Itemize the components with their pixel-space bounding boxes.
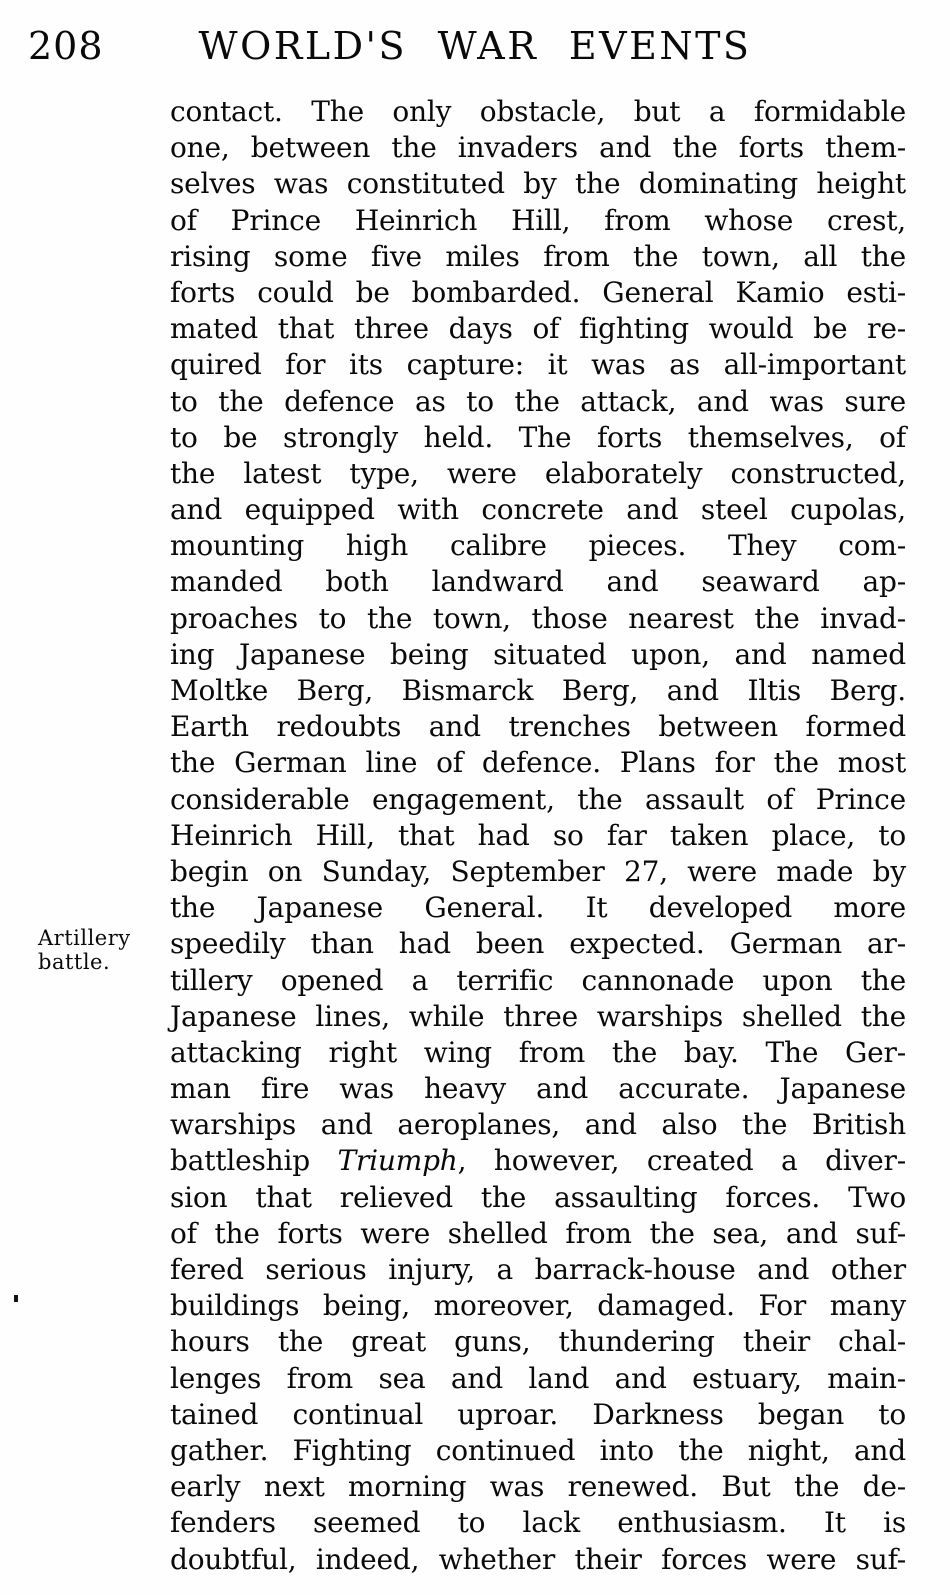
text-line: of the forts were shelled from the sea, and suf- bbox=[170, 1216, 906, 1250]
text-line: fenders seemed to lack enthusiasm. It is bbox=[170, 1506, 906, 1540]
text-line: ing Japanese being situated upon, and named bbox=[170, 637, 906, 671]
text-line: and equipped with concrete and steel cupolas, bbox=[170, 493, 906, 527]
text-line: tained continual uproar. Darkness began to bbox=[170, 1397, 906, 1431]
text-line: rising some five miles from the town, all the bbox=[170, 239, 906, 273]
text-line: selves was constituted by the dominating height bbox=[170, 167, 906, 201]
text-line: lenges from sea and land and estuary, main- bbox=[170, 1361, 906, 1395]
text-line: considerable engagement, the assault of Prince bbox=[170, 782, 906, 816]
text-line: fered serious injury, a barrack-house and other bbox=[170, 1253, 906, 1286]
body-text-column bbox=[170, 94, 906, 1578]
page-number: 208 bbox=[28, 24, 104, 68]
text-segment: battleship bbox=[170, 1144, 338, 1178]
text-line: Moltke Berg, Bismarck Berg, and Iltis Berg. bbox=[170, 674, 906, 707]
text-line: mounting high calibre pieces. They com- bbox=[170, 529, 906, 563]
text-line: one, between the invaders and the forts them- bbox=[170, 131, 906, 165]
text-line: early next morning was renewed. But the de- bbox=[170, 1470, 906, 1504]
margin-note-line: battle. bbox=[38, 950, 111, 974]
scan-artifact-speck bbox=[14, 1295, 18, 1302]
text-line: attacking right wing from the bay. The Ger- bbox=[170, 1035, 906, 1069]
text-line: mated that three days of fighting would be re- bbox=[170, 312, 906, 346]
running-title: WORLD'S WAR EVENTS bbox=[198, 24, 752, 68]
text-line bbox=[170, 1143, 906, 1179]
text-line: warships and aeroplanes, and also the British bbox=[170, 1108, 906, 1142]
text-line: sion that relieved the assaulting forces. Two bbox=[170, 1180, 906, 1214]
text-line: doubtful, indeed, whether their forces were suf- bbox=[170, 1542, 906, 1576]
text-line: to be strongly held. The forts themselves, of bbox=[170, 420, 906, 454]
text-segment: , however, created a diver- bbox=[457, 1144, 906, 1178]
text-line: forts could be bombarded. General Kamio esti- bbox=[170, 275, 906, 309]
text-line: buildings being, moreover, damaged. For many bbox=[170, 1289, 906, 1323]
margin-note-line: Artillery bbox=[38, 926, 131, 950]
text-line: Japanese lines, while three warships shelled the bbox=[170, 999, 906, 1033]
text-line: man fire was heavy and accurate. Japanese bbox=[170, 1072, 906, 1106]
text-line: the latest type, were elaborately constructed, bbox=[170, 456, 906, 490]
text-line: proaches to the town, those nearest the invad- bbox=[170, 601, 906, 635]
text-line: the Japanese General. It developed more bbox=[170, 891, 906, 925]
text-line: hours the great guns, thundering their chal- bbox=[170, 1325, 906, 1359]
text-line: speedily than had been expected. German ar- bbox=[170, 927, 906, 961]
text-line: gather. Fighting continued into the night, and bbox=[170, 1433, 906, 1467]
text-line: contact. The only obstacle, but a formidable bbox=[170, 95, 906, 128]
text-line: tillery opened a terrific cannonade upon the bbox=[170, 963, 906, 997]
text-line: Heinrich Hill, that had so far taken place, to bbox=[170, 818, 906, 852]
text-line: of Prince Heinrich Hill, from whose crest, bbox=[170, 203, 906, 237]
text-line: manded both landward and seaward ap- bbox=[170, 565, 906, 599]
italic-ship-name: Triumph bbox=[337, 1144, 458, 1178]
text-line: to the defence as to the attack, and was sure bbox=[170, 384, 906, 418]
text-line: quired for its capture: it was as all-important bbox=[170, 348, 906, 382]
margin-note bbox=[38, 926, 158, 974]
text-line: the German line of defence. Plans for the most bbox=[170, 746, 906, 780]
text-line: begin on Sunday, September 27, were made by bbox=[170, 854, 906, 888]
text-line: Earth redoubts and trenches between formed bbox=[170, 710, 906, 744]
